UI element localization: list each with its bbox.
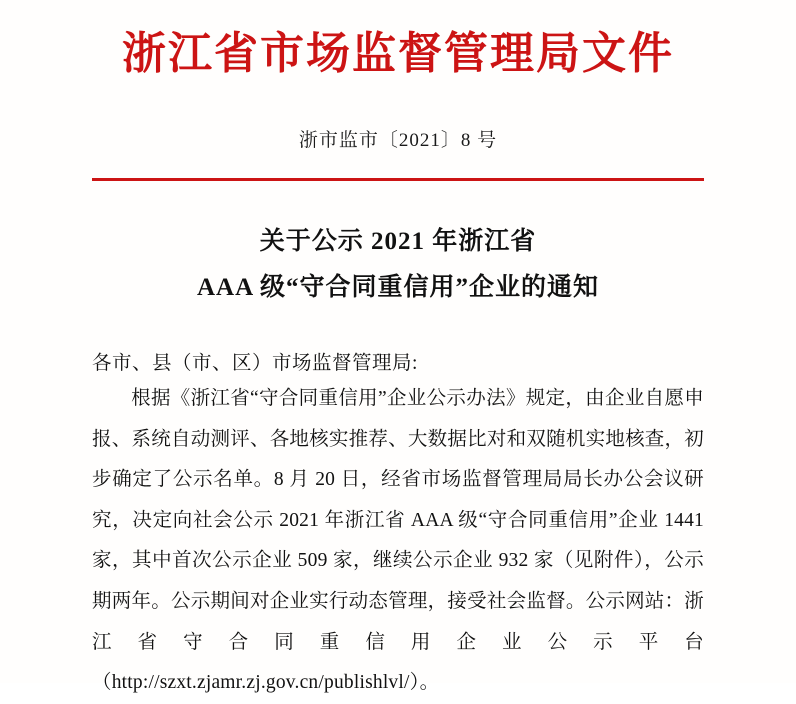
document-salutation: 各市、县（市、区）市场监督管理局: bbox=[92, 353, 418, 375]
document-title-line-2: AAA 级“守合同重信用”企业的通知 bbox=[196, 274, 600, 302]
document-number: 浙市监市〔2021〕8 号 bbox=[298, 129, 498, 151]
document-title-line-1: 关于公示 2021 年浙江省 bbox=[259, 227, 537, 255]
red-divider-rule bbox=[92, 178, 704, 181]
document-masthead: 浙江省市场监督管理局文件 bbox=[122, 29, 674, 78]
document-body-paragraph-1 bbox=[92, 379, 704, 703]
document-title bbox=[92, 219, 704, 312]
paragraph-1-text: 根据《浙江省“守合同重信用”企业公示办法》规定，由企业自愿申报、系统自动测评、各地核实推荐、大数据比对和双随机实地核查，初步确定了公示名单。8 月 20 日，经省市场监督管理局局长办公会议研究，决定向社会公示 2021 年浙江省 AAA 级“守合同重信用”企业 1441 家，其中首次公示企业 509 家，继续公示企业 932 家（见附件），公示期两年。公示期间对企业实行动态管理，接受社会监督。公示网站：浙江省守合同重信用企业公示平台（http://szxt.zjamr.zj.gov.cn/publishlvl/）。 bbox=[92, 388, 704, 694]
